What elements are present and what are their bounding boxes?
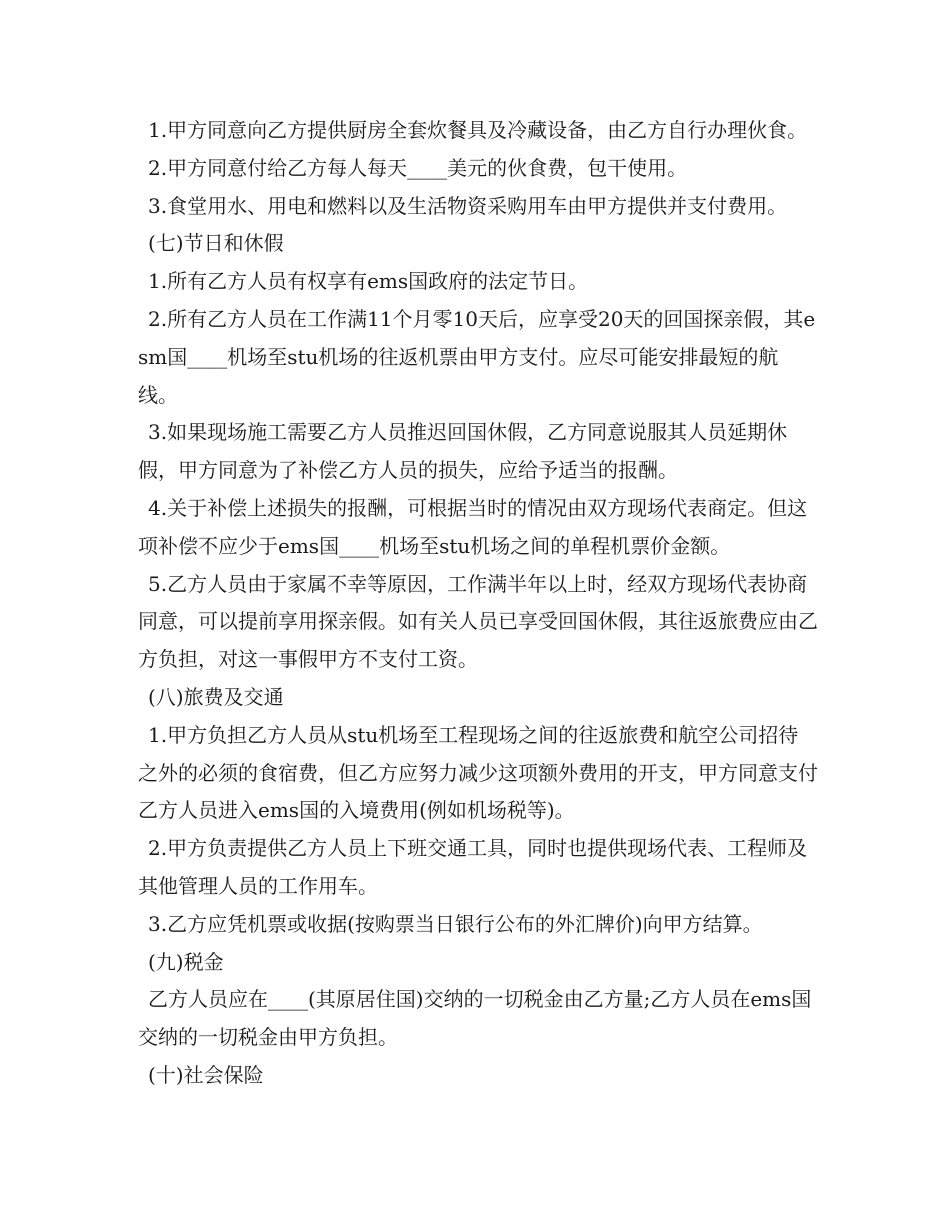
- holiday-clause-4: 4.关于补偿上述损失的报酬，可根据当时的情况由双方现场代表商定。但这项补偿不应少于ems国____机场至stu机场之间的单程机票价金额。: [138, 495, 808, 558]
- travel-clause-2: 2.甲方负责提供乙方人员上下班交通工具，同时也提供现场代表、工程师及其他管理人员的工作用车。: [138, 836, 808, 898]
- meal-clause-2: 2.甲方同意付给乙方每人每天____美元的伙食费，包干使用。: [148, 155, 688, 180]
- section-heading-travel: (八)旅费及交通: [148, 684, 284, 709]
- section-heading-holidays: (七)节日和休假: [148, 231, 284, 256]
- holiday-clause-2: 2.所有乙方人员在工作满11个月零10天后，应享受20天的回国探亲假，其esm国____机场至stu机场的往返机票由甲方支付。应尽可能安排最短的航线。: [138, 306, 816, 407]
- holiday-clause-5: 5.乙方人员由于家属不幸等原因，工作满半年以上时，经双方现场代表协商同意，可以提前享用探亲假。如有关人员已享受回国休假，其往返旅费应由乙方负担，对这一事假甲方不支付工资。: [138, 571, 818, 672]
- travel-clause-3: 3.乙方应凭机票或收据(按购票当日银行公布的外汇牌价)向甲方结算。: [148, 911, 763, 936]
- meal-clause-1: 1.甲方同意向乙方提供厨房全套炊餐具及冷藏设备，由乙方自行办理伙食。: [148, 118, 808, 142]
- travel-clause-1: 1.甲方负担乙方人员从stu机场至工程现场之间的往返旅费和航空公司招待之外的必须的食宿费，但乙方应努力减少这项额外费用的开支，甲方同意支付乙方人员进入ems国的入境费用(例如机场税等)。: [138, 722, 818, 823]
- tax-clause: 乙方人员应在____(其原居住国)交纳的一切税金由乙方量;乙方人员在ems国交纳的一切税金由甲方负担。: [138, 987, 812, 1050]
- section-heading-tax: (九)税金: [148, 949, 224, 974]
- holiday-clause-3: 3.如果现场施工需要乙方人员推迟回国休假，乙方同意说服其人员延期休假，甲方同意为了补偿乙方人员的损失，应给予适当的报酬。: [138, 420, 788, 483]
- holiday-clause-1: 1.所有乙方人员有权享有ems国政府的法定节日。: [148, 269, 589, 294]
- section-heading-social-insurance: (十)社会保险: [148, 1062, 264, 1087]
- meal-clause-3: 3.食堂用水、用电和燃料以及生活物资采购用车由甲方提供并支付费用。: [148, 193, 788, 218]
- document-body: [138, 112, 818, 1095]
